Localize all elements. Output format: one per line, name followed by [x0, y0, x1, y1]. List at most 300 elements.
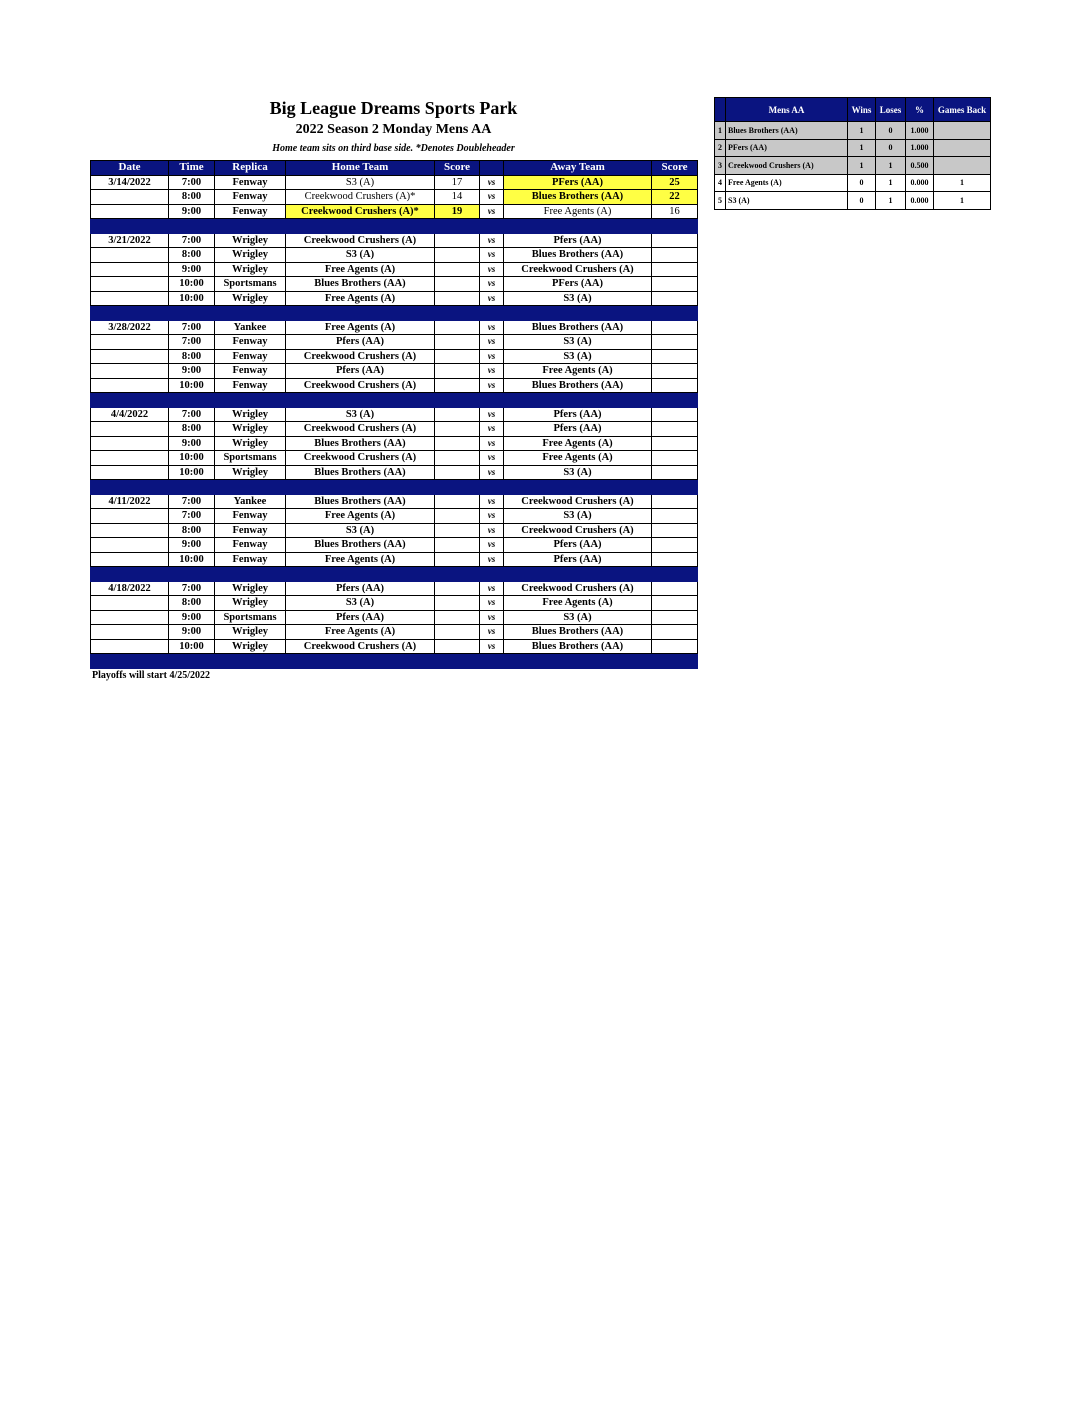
vs-label: vs — [480, 407, 504, 422]
standings-games-back — [934, 122, 991, 140]
game-time: 9:00 — [169, 538, 215, 553]
game-field: Yankee — [215, 494, 286, 509]
vs-label: vs — [480, 596, 504, 611]
home-team: Blues Brothers (AA) — [286, 277, 435, 292]
vs-label: vs — [480, 523, 504, 538]
page-title: Big League Dreams Sports Park — [269, 98, 518, 118]
vs-label: vs — [480, 190, 504, 205]
game-date: 4/4/2022 — [91, 407, 169, 422]
game-time: 10:00 — [169, 451, 215, 466]
standings-wins: 1 — [848, 157, 876, 175]
away-score — [652, 552, 698, 567]
separator-cell — [286, 219, 435, 234]
week-separator-row — [91, 306, 698, 321]
separator-cell — [169, 567, 215, 582]
separator-cell — [480, 654, 504, 669]
home-score — [435, 422, 480, 437]
away-team: Creekwood Crushers (A) — [504, 523, 652, 538]
game-field: Wrigley — [215, 422, 286, 437]
standings-team: PFers (AA) — [726, 139, 848, 157]
separator-cell — [286, 393, 435, 408]
game-row — [91, 639, 698, 654]
separator-cell — [91, 219, 169, 234]
home-score — [435, 335, 480, 350]
game-time: 9:00 — [169, 204, 215, 219]
game-row — [91, 465, 698, 480]
vs-label: vs — [480, 364, 504, 379]
home-team: Free Agents (A) — [286, 262, 435, 277]
away-team: Creekwood Crushers (A) — [504, 262, 652, 277]
separator-cell — [652, 306, 698, 321]
separator-cell — [652, 654, 698, 669]
schedule-body — [91, 175, 698, 668]
game-time: 7:00 — [169, 581, 215, 596]
game-field: Fenway — [215, 552, 286, 567]
game-field: Wrigley — [215, 233, 286, 248]
home-team: Creekwood Crushers (A) — [286, 349, 435, 364]
game-date — [91, 465, 169, 480]
home-team: Creekwood Crushers (A)* — [286, 204, 435, 219]
home-score — [435, 233, 480, 248]
vs-label: vs — [480, 436, 504, 451]
game-date — [91, 262, 169, 277]
separator-cell — [215, 219, 286, 234]
away-team: Blues Brothers (AA) — [504, 378, 652, 393]
col-header-vs — [480, 161, 504, 176]
home-team: Blues Brothers (AA) — [286, 538, 435, 553]
home-score — [435, 523, 480, 538]
away-score — [652, 349, 698, 364]
standings-pct: 0.000 — [906, 192, 934, 210]
schedule-note: Home team sits on third base side. *Denotes Doubleheader — [272, 143, 515, 154]
separator-cell — [91, 567, 169, 582]
vs-label: vs — [480, 451, 504, 466]
game-field: Wrigley — [215, 248, 286, 263]
game-date — [91, 277, 169, 292]
col-header-date: Date — [91, 161, 169, 176]
standings-team: Blues Brothers (AA) — [726, 122, 848, 140]
game-time: 8:00 — [169, 349, 215, 364]
away-score — [652, 625, 698, 640]
standings-games-back — [934, 139, 991, 157]
separator-cell — [504, 306, 652, 321]
game-field: Wrigley — [215, 596, 286, 611]
home-team: Pfers (AA) — [286, 364, 435, 379]
week-separator-row — [91, 567, 698, 582]
separator-cell — [480, 480, 504, 495]
game-field: Fenway — [215, 523, 286, 538]
separator-cell — [504, 654, 652, 669]
away-team: Pfers (AA) — [504, 538, 652, 553]
away-team: Free Agents (A) — [504, 596, 652, 611]
away-team: Free Agents (A) — [504, 451, 652, 466]
game-field: Wrigley — [215, 436, 286, 451]
playoffs-note: Playoffs will start 4/25/2022 — [92, 670, 211, 681]
away-score: 25 — [652, 175, 698, 190]
home-score — [435, 610, 480, 625]
away-score — [652, 335, 698, 350]
game-field: Fenway — [215, 349, 286, 364]
home-score — [435, 262, 480, 277]
game-date — [91, 291, 169, 306]
game-date — [91, 625, 169, 640]
home-score — [435, 538, 480, 553]
game-date: 4/11/2022 — [91, 494, 169, 509]
standings-games-back: 1 — [934, 192, 991, 210]
vs-label: vs — [480, 233, 504, 248]
separator-cell — [169, 219, 215, 234]
game-time: 7:00 — [169, 175, 215, 190]
game-date — [91, 451, 169, 466]
game-field: Fenway — [215, 190, 286, 205]
game-row — [91, 625, 698, 640]
separator-cell — [169, 654, 215, 669]
col-header-away-score: Score — [652, 161, 698, 176]
standings-wins: 1 — [848, 139, 876, 157]
separator-cell — [215, 393, 286, 408]
away-team: Free Agents (A) — [504, 364, 652, 379]
game-time: 10:00 — [169, 639, 215, 654]
home-score — [435, 581, 480, 596]
standings-pct: 0.500 — [906, 157, 934, 175]
game-time: 9:00 — [169, 436, 215, 451]
game-field: Fenway — [215, 509, 286, 524]
schedule-table — [90, 160, 698, 669]
away-score — [652, 407, 698, 422]
separator-cell — [652, 219, 698, 234]
separator-cell — [435, 654, 480, 669]
standings-loses: 1 — [876, 157, 906, 175]
game-date — [91, 610, 169, 625]
game-time: 9:00 — [169, 262, 215, 277]
away-team: S3 (A) — [504, 465, 652, 480]
standings-wins: 0 — [848, 174, 876, 192]
game-row — [91, 581, 698, 596]
home-team: Creekwood Crushers (A) — [286, 422, 435, 437]
separator-cell — [435, 219, 480, 234]
game-row — [91, 291, 698, 306]
vs-label: vs — [480, 262, 504, 277]
separator-cell — [169, 306, 215, 321]
game-date — [91, 378, 169, 393]
away-score — [652, 291, 698, 306]
standings-team: Creekwood Crushers (A) — [726, 157, 848, 175]
away-team: Blues Brothers (AA) — [504, 639, 652, 654]
game-time: 8:00 — [169, 422, 215, 437]
col-header-home-team: Home Team — [286, 161, 435, 176]
game-date — [91, 335, 169, 350]
away-team: PFers (AA) — [504, 175, 652, 190]
game-date — [91, 436, 169, 451]
game-date — [91, 639, 169, 654]
standings-pct: 1.000 — [906, 122, 934, 140]
separator-cell — [652, 480, 698, 495]
game-field: Wrigley — [215, 581, 286, 596]
away-score — [652, 610, 698, 625]
separator-cell — [215, 654, 286, 669]
game-time: 7:00 — [169, 509, 215, 524]
game-row — [91, 233, 698, 248]
standings-loses: 1 — [876, 192, 906, 210]
separator-cell — [215, 480, 286, 495]
home-score: 14 — [435, 190, 480, 205]
home-team: Free Agents (A) — [286, 552, 435, 567]
standings-col-loses: Loses — [876, 98, 906, 122]
game-row — [91, 190, 698, 205]
separator-cell — [286, 654, 435, 669]
away-score — [652, 509, 698, 524]
game-row — [91, 335, 698, 350]
game-field: Fenway — [215, 364, 286, 379]
game-date: 3/21/2022 — [91, 233, 169, 248]
standings-col-division: Mens AA — [726, 98, 848, 122]
home-team: S3 (A) — [286, 596, 435, 611]
home-score — [435, 277, 480, 292]
separator-cell — [480, 567, 504, 582]
away-score — [652, 436, 698, 451]
game-row — [91, 277, 698, 292]
game-time: 8:00 — [169, 248, 215, 263]
home-team: Pfers (AA) — [286, 610, 435, 625]
vs-label: vs — [480, 248, 504, 263]
away-score — [652, 320, 698, 335]
home-score — [435, 378, 480, 393]
separator-cell — [286, 306, 435, 321]
away-team: Creekwood Crushers (A) — [504, 581, 652, 596]
separator-cell — [504, 480, 652, 495]
game-time: 7:00 — [169, 320, 215, 335]
away-score — [652, 639, 698, 654]
away-team: Blues Brothers (AA) — [504, 625, 652, 640]
standings-col-wins: Wins — [848, 98, 876, 122]
standings-row — [715, 174, 991, 192]
away-team: Blues Brothers (AA) — [504, 248, 652, 263]
separator-cell — [504, 219, 652, 234]
game-field: Fenway — [215, 204, 286, 219]
away-score — [652, 422, 698, 437]
standings-pct: 1.000 — [906, 139, 934, 157]
away-team: S3 (A) — [504, 509, 652, 524]
separator-cell — [652, 567, 698, 582]
home-team: Creekwood Crushers (A)* — [286, 190, 435, 205]
away-score — [652, 451, 698, 466]
game-time: 10:00 — [169, 277, 215, 292]
col-header-replica: Replica — [215, 161, 286, 176]
game-date: 3/28/2022 — [91, 320, 169, 335]
col-header-away-team: Away Team — [504, 161, 652, 176]
home-score — [435, 364, 480, 379]
standings-col-rank — [715, 98, 726, 122]
standings-team: Free Agents (A) — [726, 174, 848, 192]
game-time: 10:00 — [169, 378, 215, 393]
away-team: S3 (A) — [504, 335, 652, 350]
home-score: 17 — [435, 175, 480, 190]
vs-label: vs — [480, 349, 504, 364]
game-time: 7:00 — [169, 335, 215, 350]
home-team: Free Agents (A) — [286, 625, 435, 640]
game-row — [91, 378, 698, 393]
game-field: Sportsmans — [215, 451, 286, 466]
game-time: 10:00 — [169, 291, 215, 306]
game-row — [91, 538, 698, 553]
home-team: Pfers (AA) — [286, 335, 435, 350]
game-row — [91, 175, 698, 190]
standings-rank: 4 — [715, 174, 726, 192]
away-team: Free Agents (A) — [504, 204, 652, 219]
home-score — [435, 494, 480, 509]
home-score — [435, 407, 480, 422]
home-score — [435, 451, 480, 466]
separator-cell — [435, 393, 480, 408]
away-score — [652, 248, 698, 263]
col-header-home-score: Score — [435, 161, 480, 176]
vs-label: vs — [480, 277, 504, 292]
vs-label: vs — [480, 335, 504, 350]
game-time: 10:00 — [169, 465, 215, 480]
separator-cell — [169, 480, 215, 495]
game-date — [91, 422, 169, 437]
game-field: Fenway — [215, 378, 286, 393]
game-date — [91, 364, 169, 379]
page-subtitle: 2022 Season 2 Monday Mens AA — [295, 122, 492, 137]
game-time: 8:00 — [169, 596, 215, 611]
away-team: Pfers (AA) — [504, 422, 652, 437]
vs-label: vs — [480, 320, 504, 335]
away-team: S3 (A) — [504, 349, 652, 364]
game-row — [91, 509, 698, 524]
week-separator-row — [91, 480, 698, 495]
home-score — [435, 248, 480, 263]
separator-cell — [504, 393, 652, 408]
standings-col-games-back: Games Back — [934, 98, 991, 122]
standings-row — [715, 122, 991, 140]
standings-rank: 1 — [715, 122, 726, 140]
away-team: Pfers (AA) — [504, 552, 652, 567]
home-team: Free Agents (A) — [286, 291, 435, 306]
away-score: 22 — [652, 190, 698, 205]
vs-label: vs — [480, 625, 504, 640]
game-date — [91, 509, 169, 524]
standings-table — [714, 97, 991, 210]
standings-loses: 1 — [876, 174, 906, 192]
game-row — [91, 320, 698, 335]
away-score — [652, 538, 698, 553]
separator-cell — [91, 654, 169, 669]
game-date — [91, 538, 169, 553]
week-separator-row — [91, 393, 698, 408]
game-row — [91, 364, 698, 379]
schedule-header-row — [91, 161, 698, 176]
game-row — [91, 407, 698, 422]
standings-games-back: 1 — [934, 174, 991, 192]
home-team: S3 (A) — [286, 175, 435, 190]
home-score — [435, 291, 480, 306]
game-time: 8:00 — [169, 190, 215, 205]
game-field: Yankee — [215, 320, 286, 335]
home-team: Free Agents (A) — [286, 509, 435, 524]
game-date — [91, 523, 169, 538]
standings-col-pct: % — [906, 98, 934, 122]
week-separator-row — [91, 219, 698, 234]
vs-label: vs — [480, 581, 504, 596]
game-field: Sportsmans — [215, 277, 286, 292]
separator-cell — [286, 567, 435, 582]
vs-label: vs — [480, 422, 504, 437]
away-team: Creekwood Crushers (A) — [504, 494, 652, 509]
home-team: S3 (A) — [286, 407, 435, 422]
standings-team: S3 (A) — [726, 192, 848, 210]
game-date: 4/18/2022 — [91, 581, 169, 596]
vs-label: vs — [480, 552, 504, 567]
home-team: Creekwood Crushers (A) — [286, 378, 435, 393]
game-field: Wrigley — [215, 639, 286, 654]
game-time: 8:00 — [169, 523, 215, 538]
game-field: Sportsmans — [215, 610, 286, 625]
game-row — [91, 422, 698, 437]
away-team: Blues Brothers (AA) — [504, 190, 652, 205]
vs-label: vs — [480, 175, 504, 190]
standings-row — [715, 192, 991, 210]
game-row — [91, 451, 698, 466]
vs-label: vs — [480, 509, 504, 524]
away-team: S3 (A) — [504, 291, 652, 306]
home-team: Pfers (AA) — [286, 581, 435, 596]
away-team: Pfers (AA) — [504, 233, 652, 248]
game-row — [91, 248, 698, 263]
game-time: 7:00 — [169, 407, 215, 422]
standings-wins: 1 — [848, 122, 876, 140]
standings-wins: 0 — [848, 192, 876, 210]
away-score — [652, 378, 698, 393]
away-score — [652, 277, 698, 292]
away-team: S3 (A) — [504, 610, 652, 625]
game-time: 9:00 — [169, 364, 215, 379]
game-row — [91, 523, 698, 538]
standings-loses: 0 — [876, 139, 906, 157]
vs-label: vs — [480, 494, 504, 509]
home-score — [435, 436, 480, 451]
away-team: Free Agents (A) — [504, 436, 652, 451]
game-time: 9:00 — [169, 625, 215, 640]
separator-cell — [480, 393, 504, 408]
home-score — [435, 625, 480, 640]
game-field: Wrigley — [215, 262, 286, 277]
separator-cell — [480, 219, 504, 234]
game-row — [91, 204, 698, 219]
away-score — [652, 596, 698, 611]
vs-label: vs — [480, 610, 504, 625]
standings-rank: 3 — [715, 157, 726, 175]
game-time: 7:00 — [169, 494, 215, 509]
standings-rank: 5 — [715, 192, 726, 210]
vs-label: vs — [480, 639, 504, 654]
away-team: PFers (AA) — [504, 277, 652, 292]
week-separator-row — [91, 654, 698, 669]
game-row — [91, 349, 698, 364]
home-score — [435, 465, 480, 480]
game-time: 9:00 — [169, 610, 215, 625]
game-field: Wrigley — [215, 291, 286, 306]
separator-cell — [215, 306, 286, 321]
separator-cell — [91, 306, 169, 321]
game-time: 10:00 — [169, 552, 215, 567]
home-score — [435, 349, 480, 364]
game-row — [91, 436, 698, 451]
game-row — [91, 494, 698, 509]
home-score — [435, 320, 480, 335]
home-score — [435, 596, 480, 611]
game-date — [91, 190, 169, 205]
